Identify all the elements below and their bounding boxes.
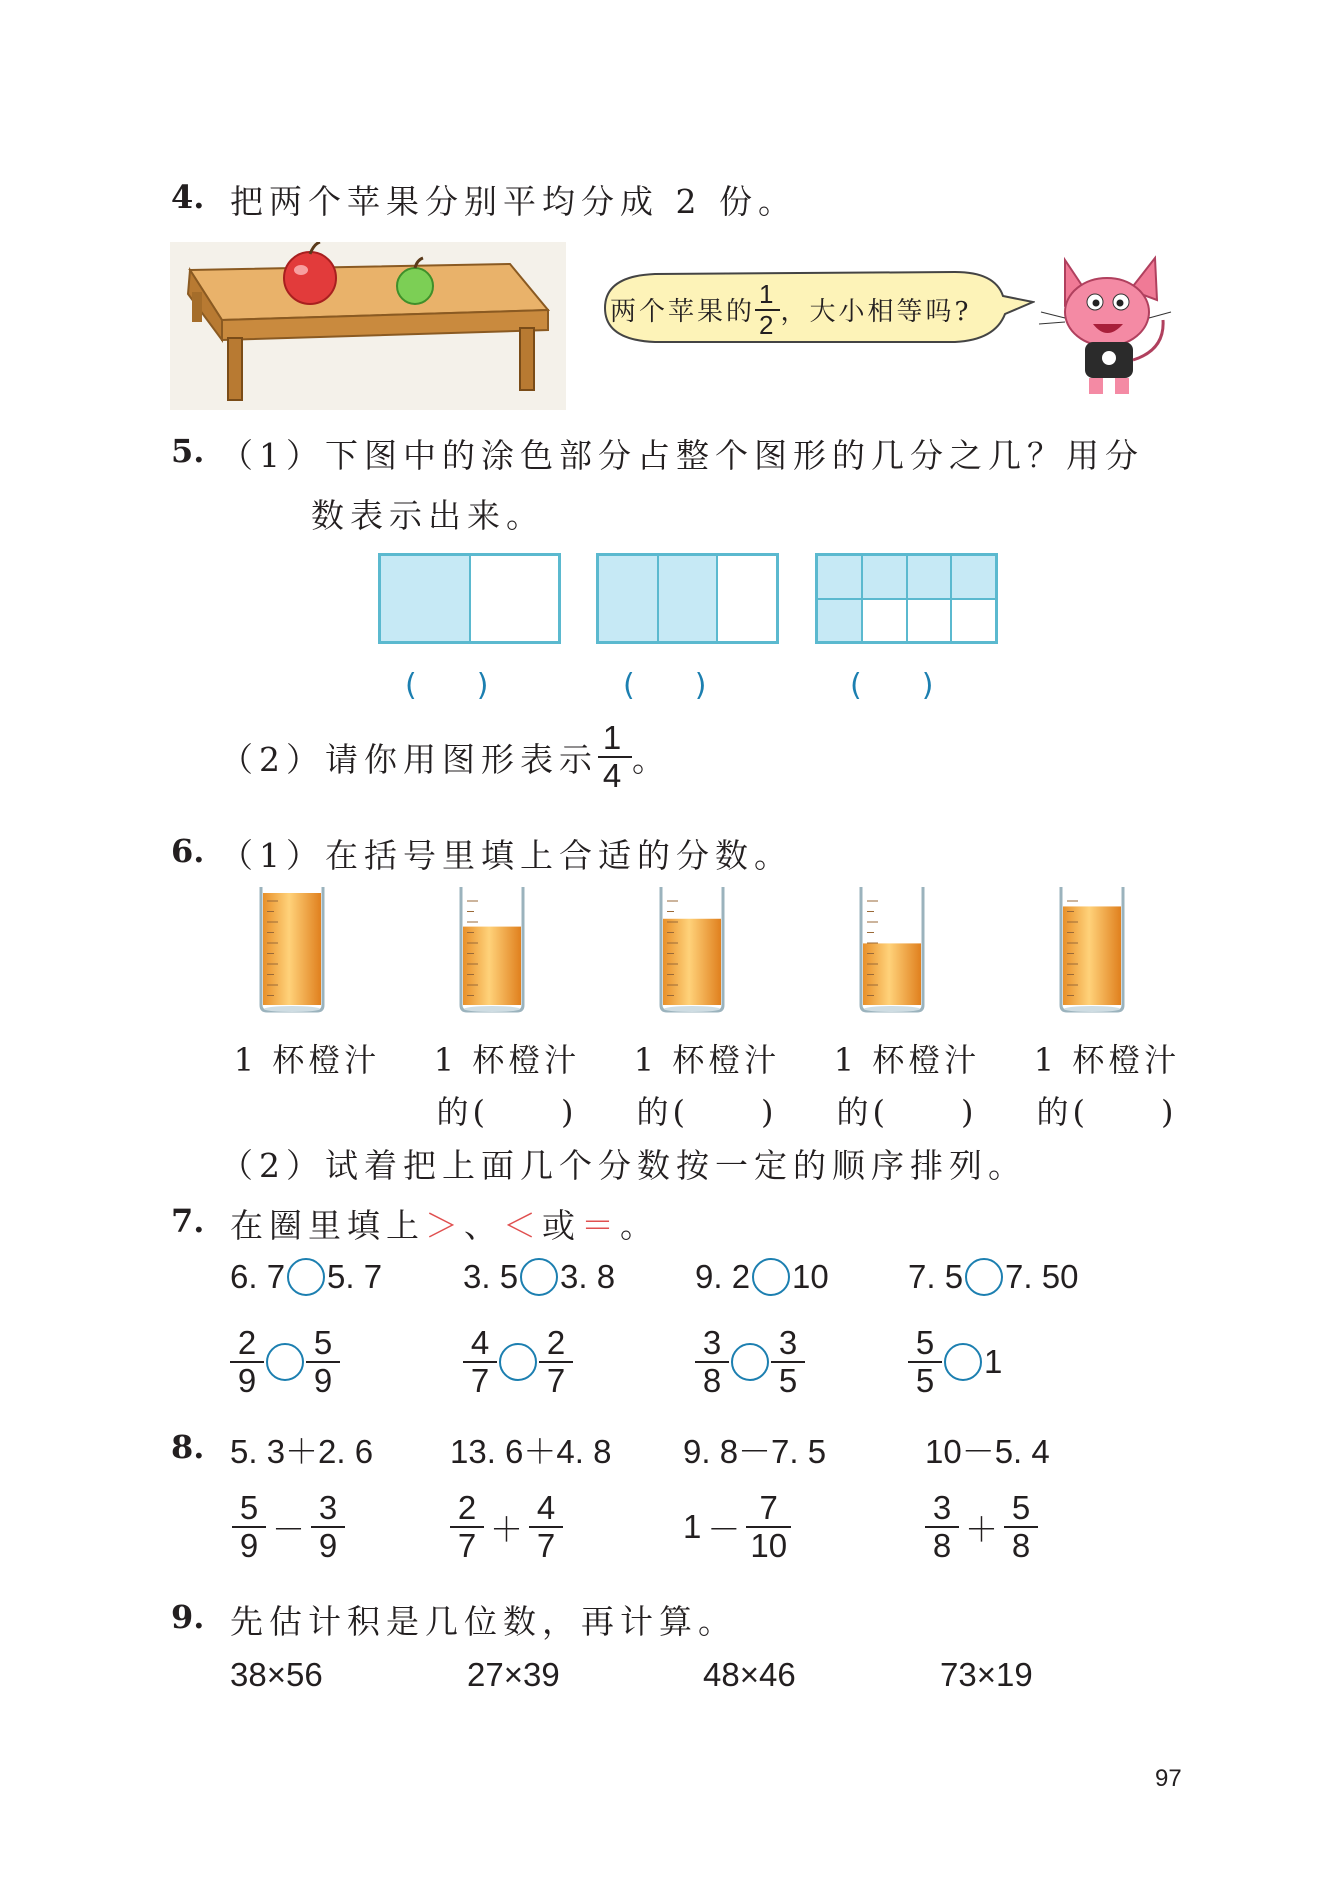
- compare-item: [230, 1258, 382, 1296]
- compare-circle[interactable]: [965, 1258, 1003, 1296]
- fraction-denominator: 7: [536, 1527, 556, 1565]
- juice-cup-icon: [457, 885, 537, 1015]
- right-value: 5. 7: [327, 1258, 383, 1295]
- equals-sign: ＝: [581, 1206, 620, 1245]
- fraction-denominator: 9: [237, 1362, 257, 1400]
- fraction-numerator: 2: [237, 1324, 257, 1361]
- grid-cell-shaded: [817, 555, 862, 599]
- cup-caption: [432, 1035, 582, 1133]
- question-6-part2: [220, 1140, 1027, 1187]
- grid-cell: [717, 555, 777, 642]
- grid-cell: [470, 555, 560, 642]
- answer-blank[interactable]: ( ): [623, 668, 707, 703]
- operator: ＋: [490, 1510, 523, 1548]
- fraction: [463, 1325, 497, 1400]
- fraction-one-quarter: [598, 720, 632, 795]
- or-word: 或: [542, 1206, 581, 1245]
- part-tag: （1）: [220, 836, 325, 875]
- grid-cell-shaded: [907, 555, 952, 599]
- cup-answer-blank: 的( ): [636, 1093, 778, 1131]
- question-number-7: 7.: [171, 1202, 205, 1240]
- fraction: [306, 1325, 340, 1400]
- cup-answer-blank: 的( ): [436, 1093, 578, 1131]
- compare-item: [230, 1325, 340, 1400]
- compare-circle[interactable]: [944, 1343, 982, 1381]
- fraction: [529, 1490, 563, 1565]
- red-apple-icon: [284, 252, 336, 304]
- compare-item: [463, 1258, 615, 1296]
- page-number: 97: [1155, 1765, 1182, 1792]
- fraction-numerator: 5: [239, 1489, 259, 1526]
- operator: －: [272, 1510, 305, 1548]
- grid-cell-shaded: [817, 599, 862, 643]
- cup-caption-line2: [432, 1087, 582, 1133]
- calc-item: 10－5. 4: [925, 1433, 1050, 1470]
- question-number-5: 5.: [171, 432, 205, 470]
- fraction-numerator: 5: [1011, 1489, 1031, 1526]
- question-6-part1-text: 在括号里填上合适的分数。: [325, 836, 793, 875]
- fraction-numerator: 5: [313, 1324, 333, 1361]
- fraction-denominator: 5: [778, 1362, 798, 1400]
- cup-caption-line1: 1 杯橙汁: [233, 1041, 381, 1079]
- compare-circle[interactable]: [752, 1258, 790, 1296]
- calc-item: [925, 1490, 1038, 1565]
- fraction: [925, 1490, 959, 1565]
- fraction-numerator: 3: [932, 1489, 952, 1526]
- cup-caption: [1032, 1035, 1182, 1133]
- juice-cup-icon: [657, 885, 737, 1015]
- fraction-denominator: 5: [915, 1362, 935, 1400]
- compare-circle[interactable]: [520, 1258, 558, 1296]
- operator: ＋: [965, 1510, 998, 1548]
- calc-item: [232, 1490, 345, 1565]
- grid-cell-shaded: [380, 555, 470, 642]
- question-5-line1: 下图中的涂色部分占整个图形的几分之几？用分: [325, 436, 1144, 475]
- period: 。: [620, 1206, 659, 1245]
- question-5-line2: 数表示出来。: [311, 496, 545, 535]
- question-number-8: 8.: [171, 1428, 205, 1466]
- cup-caption: [632, 1035, 782, 1133]
- fraction-denominator: 7: [470, 1362, 490, 1400]
- question-number-9: 9.: [171, 1598, 205, 1636]
- fraction-numerator: 5: [915, 1324, 935, 1361]
- question-number-6: 6.: [171, 832, 205, 870]
- answer-blank[interactable]: ( ): [850, 668, 934, 703]
- part-tag: （2）: [220, 739, 325, 779]
- question-6-part2-text: 试着把上面几个分数按一定的顺序排列。: [325, 1146, 1027, 1185]
- juice-cup-icon: [857, 885, 937, 1015]
- compare-item: [908, 1258, 1078, 1296]
- multiplication-item: 27×39: [467, 1656, 560, 1693]
- fraction-numerator: 1: [602, 719, 628, 756]
- compare-item: [463, 1325, 573, 1400]
- left-value: 7. 5: [908, 1258, 964, 1295]
- fraction-numerator: 4: [470, 1324, 490, 1361]
- compare-circle[interactable]: [266, 1343, 304, 1381]
- calc-item: 5. 3＋2. 6: [230, 1433, 374, 1470]
- calc-item: 13. 6＋4. 8: [450, 1433, 612, 1470]
- fraction-denominator: 8: [1011, 1527, 1031, 1565]
- part-tag: （2）: [220, 1146, 325, 1185]
- fraction-denominator: 8: [932, 1527, 952, 1565]
- grid-cell-shaded: [658, 555, 718, 642]
- question-7-text-pre: 在圈里填上: [230, 1206, 425, 1245]
- multiplication-item: 38×56: [230, 1656, 323, 1693]
- fraction: [746, 1490, 791, 1565]
- juice-cup-icon: [1057, 885, 1137, 1015]
- greater-than-sign: ＞: [425, 1206, 464, 1245]
- cup-caption-line2: [632, 1087, 782, 1133]
- bubble-text-post: ，大小相等吗?: [780, 297, 972, 328]
- question-9-text: 先估计积是几位数，再计算。: [230, 1602, 737, 1641]
- question-4-text: 把两个苹果分别平均分成 2 份。: [230, 182, 797, 221]
- left-value: 1: [683, 1508, 702, 1546]
- grid-cell: [951, 599, 996, 643]
- fraction: [311, 1490, 345, 1565]
- fraction-denominator: 9: [313, 1362, 333, 1400]
- separator: 、: [464, 1206, 503, 1245]
- fraction-grid-1: [378, 553, 561, 644]
- fraction: [539, 1325, 573, 1400]
- left-value: 9. 2: [695, 1258, 751, 1295]
- right-value: 1: [984, 1343, 1003, 1381]
- right-value: 10: [792, 1258, 829, 1295]
- fraction-denominator: 7: [546, 1362, 566, 1400]
- calc-item: [450, 1490, 563, 1565]
- compare-circle[interactable]: [287, 1258, 325, 1296]
- bubble-fraction: [755, 280, 780, 339]
- question-7-text: [230, 1200, 659, 1247]
- fraction-numerator: 1: [759, 279, 777, 309]
- fraction-denominator: 8: [702, 1362, 722, 1400]
- fraction-denominator: 10: [750, 1527, 788, 1565]
- fraction-numerator: 3: [702, 1324, 722, 1361]
- cup-caption-line2: [832, 1087, 982, 1133]
- fraction-numerator: 7: [759, 1489, 778, 1526]
- cup-caption-line1: 1 杯橙汁: [833, 1041, 981, 1079]
- cup-answer-blank: 的( ): [1036, 1093, 1178, 1131]
- fraction-denominator: 9: [239, 1527, 259, 1565]
- multiplication-item: 48×46: [703, 1656, 796, 1693]
- right-value: 7. 50: [1005, 1258, 1079, 1295]
- fraction: [232, 1490, 266, 1565]
- fraction-numerator: 2: [546, 1324, 566, 1361]
- cup-answer-blank: 的( ): [836, 1093, 978, 1131]
- cup-caption-line1: 1 杯橙汁: [433, 1041, 581, 1079]
- juice-cup-icon: [257, 885, 337, 1015]
- fraction-denominator: 2: [759, 309, 777, 340]
- compare-circle[interactable]: [731, 1343, 769, 1381]
- multiplication-item: 73×19: [940, 1656, 1033, 1693]
- fraction-numerator: 4: [536, 1489, 556, 1526]
- compare-item: [695, 1258, 829, 1296]
- fraction: [1004, 1490, 1038, 1565]
- fraction-numerator: 2: [457, 1489, 477, 1526]
- question-5-part2: [220, 720, 671, 795]
- compare-circle[interactable]: [499, 1343, 537, 1381]
- fraction: [908, 1325, 942, 1400]
- fraction-grid-2: [596, 553, 779, 644]
- grid-cell-shaded: [598, 555, 658, 642]
- grid-cell-shaded: [862, 555, 907, 599]
- question-number-4: 4.: [171, 178, 205, 216]
- part-tag: （1）: [220, 436, 325, 475]
- fraction-grid-3: [815, 553, 998, 644]
- question-5-part1: [220, 430, 1144, 477]
- fraction-denominator: 9: [318, 1527, 338, 1565]
- grid-cell: [907, 599, 952, 643]
- less-than-sign: ＜: [503, 1206, 542, 1245]
- table-apples-illustration: [170, 242, 566, 410]
- answer-blank[interactable]: ( ): [405, 668, 489, 703]
- calc-item: 9. 8－7. 5: [683, 1433, 827, 1470]
- left-value: 3. 5: [463, 1258, 519, 1295]
- cup-caption-line2: [1032, 1087, 1182, 1133]
- cup-caption-line1: 1 杯橙汁: [1033, 1041, 1181, 1079]
- compare-item: [695, 1325, 805, 1400]
- question-5-part2-text: 请你用图形表示: [325, 739, 598, 779]
- speech-bubble-text: [610, 280, 971, 339]
- compare-item: [908, 1325, 1002, 1400]
- green-apple-icon: [397, 268, 433, 304]
- fraction: [450, 1490, 484, 1565]
- cup-caption: [232, 1035, 382, 1081]
- fraction: [230, 1325, 264, 1400]
- period: 。: [632, 739, 671, 779]
- fraction-denominator: 7: [457, 1527, 477, 1565]
- grid-cell-shaded: [951, 555, 996, 599]
- bubble-text-pre: 两个苹果的: [610, 297, 756, 328]
- fraction: [695, 1325, 729, 1400]
- calc-item: [683, 1490, 791, 1565]
- operator: －: [707, 1510, 741, 1548]
- question-6-part1: [220, 830, 793, 877]
- grid-cell: [862, 599, 907, 643]
- fraction-numerator: 3: [778, 1324, 798, 1361]
- fraction-denominator: 4: [602, 757, 628, 795]
- cup-caption: [832, 1035, 982, 1133]
- right-value: 3. 8: [560, 1258, 616, 1295]
- cartoon-mouse-icon: [1035, 250, 1175, 405]
- fraction: [771, 1325, 805, 1400]
- left-value: 6. 7: [230, 1258, 286, 1295]
- fraction-numerator: 3: [318, 1489, 338, 1526]
- cup-caption-line1: 1 杯橙汁: [633, 1041, 781, 1079]
